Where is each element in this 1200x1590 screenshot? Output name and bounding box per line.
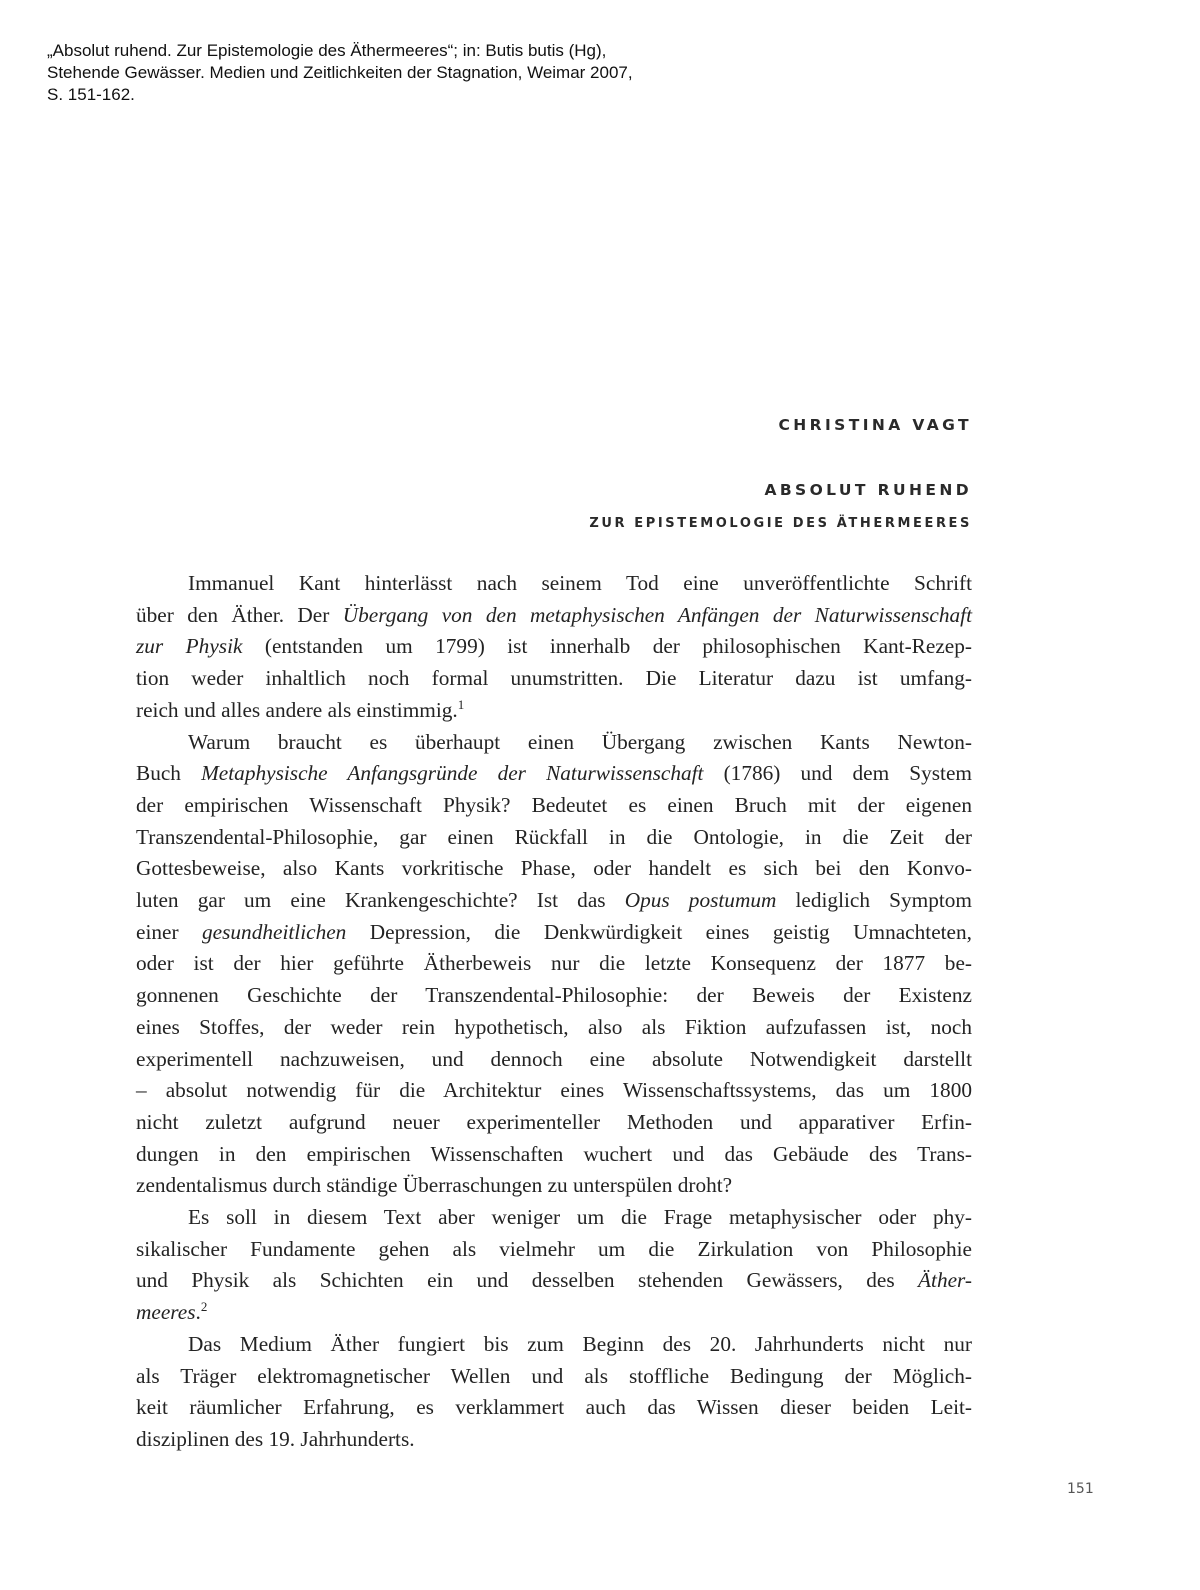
text-line: Es soll in diesem Text aber weniger um die Frage metaphysischer oder phy- — [188, 1205, 972, 1230]
text-line: gonnenen Geschichte der Transzendental-Philosophie: der Beweis der Existenz — [136, 983, 972, 1008]
text-line: keit räumlicher Erfahrung, es verklammert auch das Wissen dieser beiden Leit- — [136, 1395, 972, 1420]
text-run: über den Äther. Der — [136, 602, 343, 627]
citation-line: „Absolut ruhend. Zur Epistemologie des Äthermeeres“; in: Butis butis (Hg), — [47, 41, 607, 60]
article-subtitle: ZUR EPISTEMOLOGIE DES ÄTHERMEERES — [589, 516, 972, 531]
text-line: disziplinen des 19. Jahrhunderts. — [136, 1426, 415, 1451]
text-run: (1786) und dem System — [703, 761, 972, 786]
book-title: Übergang von den metaphysischen Anfängen der Naturwissenschaft — [342, 602, 972, 627]
emphasis: Äther- — [918, 1268, 972, 1293]
text-run: lediglich Symptom — [776, 888, 972, 913]
text-line: tion weder inhaltlich noch formal unumstritten. Die Literatur dazu ist umfang- — [136, 666, 972, 691]
text-run: und Physik als Schichten ein und desselben stehenden Gewässers, des — [136, 1268, 919, 1293]
text-line: Das Medium Äther fungiert bis zum Beginn des 20. Jahrhunderts nicht nur — [188, 1331, 972, 1356]
text-line: eines Stoffes, der weder rein hypothetisch, also als Fiktion aufzufassen ist, noch — [136, 1014, 972, 1039]
text-line — [136, 1297, 972, 1329]
book-title: zur Physik — [136, 634, 243, 659]
citation-note — [47, 40, 727, 106]
text-run: reich und alles andere als einstimmig. — [136, 697, 458, 722]
text-run: . — [195, 1300, 201, 1325]
text-line: Gottesbeweise, also Kants vorkritische Phase, oder handelt es sich bei den Konvo- — [136, 856, 972, 881]
text-line: der empirischen Wissenschaft Physik? Bedeutet es einen Bruch mit der eigenen — [136, 792, 972, 817]
text-run: Depression, die Denkwürdigkeit eines geistig Umnachteten, — [346, 919, 972, 944]
book-title: Metaphysische Anfangsgründe der Naturwissenschaft — [201, 761, 704, 786]
book-title: Opus postumum — [624, 888, 777, 913]
page-number: 151 — [1067, 1481, 1094, 1497]
emphasis: gesundheitlichen — [202, 919, 347, 944]
text-line: – absolut notwendig für die Architektur eines Wissenschaftssystems, das um 1800 — [136, 1078, 972, 1103]
text-line — [136, 1265, 972, 1297]
citation-line: S. 151-162. — [47, 85, 135, 104]
text-line — [136, 631, 972, 663]
text-line: Transzendental-Philosophie, gar einen Rückfall in die Ontologie, in die Zeit der — [136, 824, 972, 849]
author-name: CHRISTINA VAGT — [778, 416, 972, 434]
text-line — [136, 695, 972, 727]
article-body — [136, 568, 972, 1456]
text-line: Immanuel Kant hinterlässt nach seinem Tod eine unveröffentlichte Schrift — [188, 571, 972, 595]
text-line: zendentalismus durch ständige Überraschungen zu unterspülen droht? — [136, 1173, 733, 1198]
text-line — [136, 917, 972, 949]
text-line: dungen in den empirischen Wissenschaften wuchert und das Gebäude des Trans- — [136, 1141, 972, 1166]
text-run: einer — [136, 919, 203, 944]
emphasis: meeres — [136, 1300, 196, 1325]
text-line — [136, 885, 972, 917]
text-line: sikalischer Fundamente gehen als vielmehr um die Zirkulation von Philosophie — [136, 1236, 972, 1261]
citation-line: Stehende Gewässer. Medien und Zeitlichkeiten der Stagnation, Weimar 2007, — [47, 63, 633, 82]
text-run: Buch — [136, 761, 202, 786]
text-line: Warum braucht es überhaupt einen Übergang zwischen Kants Newton- — [188, 729, 972, 754]
text-line: als Träger elektromagnetischer Wellen und als stoffliche Bedingung der Möglich- — [136, 1363, 972, 1388]
text-line: oder ist der hier geführte Ätherbeweis nur die letzte Konsequenz der 1877 be- — [136, 951, 972, 976]
text-line: experimentell nachzuweisen, und dennoch eine absolute Notwendigkeit darstellt — [136, 1046, 972, 1071]
article-title: ABSOLUT RUHEND — [764, 481, 972, 499]
text-line — [136, 600, 972, 632]
text-line: nicht zuletzt aufgrund neuer experimenteller Methoden und apparativer Erfin- — [136, 1109, 972, 1134]
text-run: (entstanden um 1799) ist innerhalb der philosophischen Kant-Rezep- — [242, 634, 972, 659]
footnote-marker: 2 — [200, 1299, 208, 1315]
text-run: luten gar um eine Krankengeschichte? Ist das — [136, 888, 625, 913]
text-line — [136, 758, 972, 790]
footnote-marker: 1 — [457, 696, 465, 712]
